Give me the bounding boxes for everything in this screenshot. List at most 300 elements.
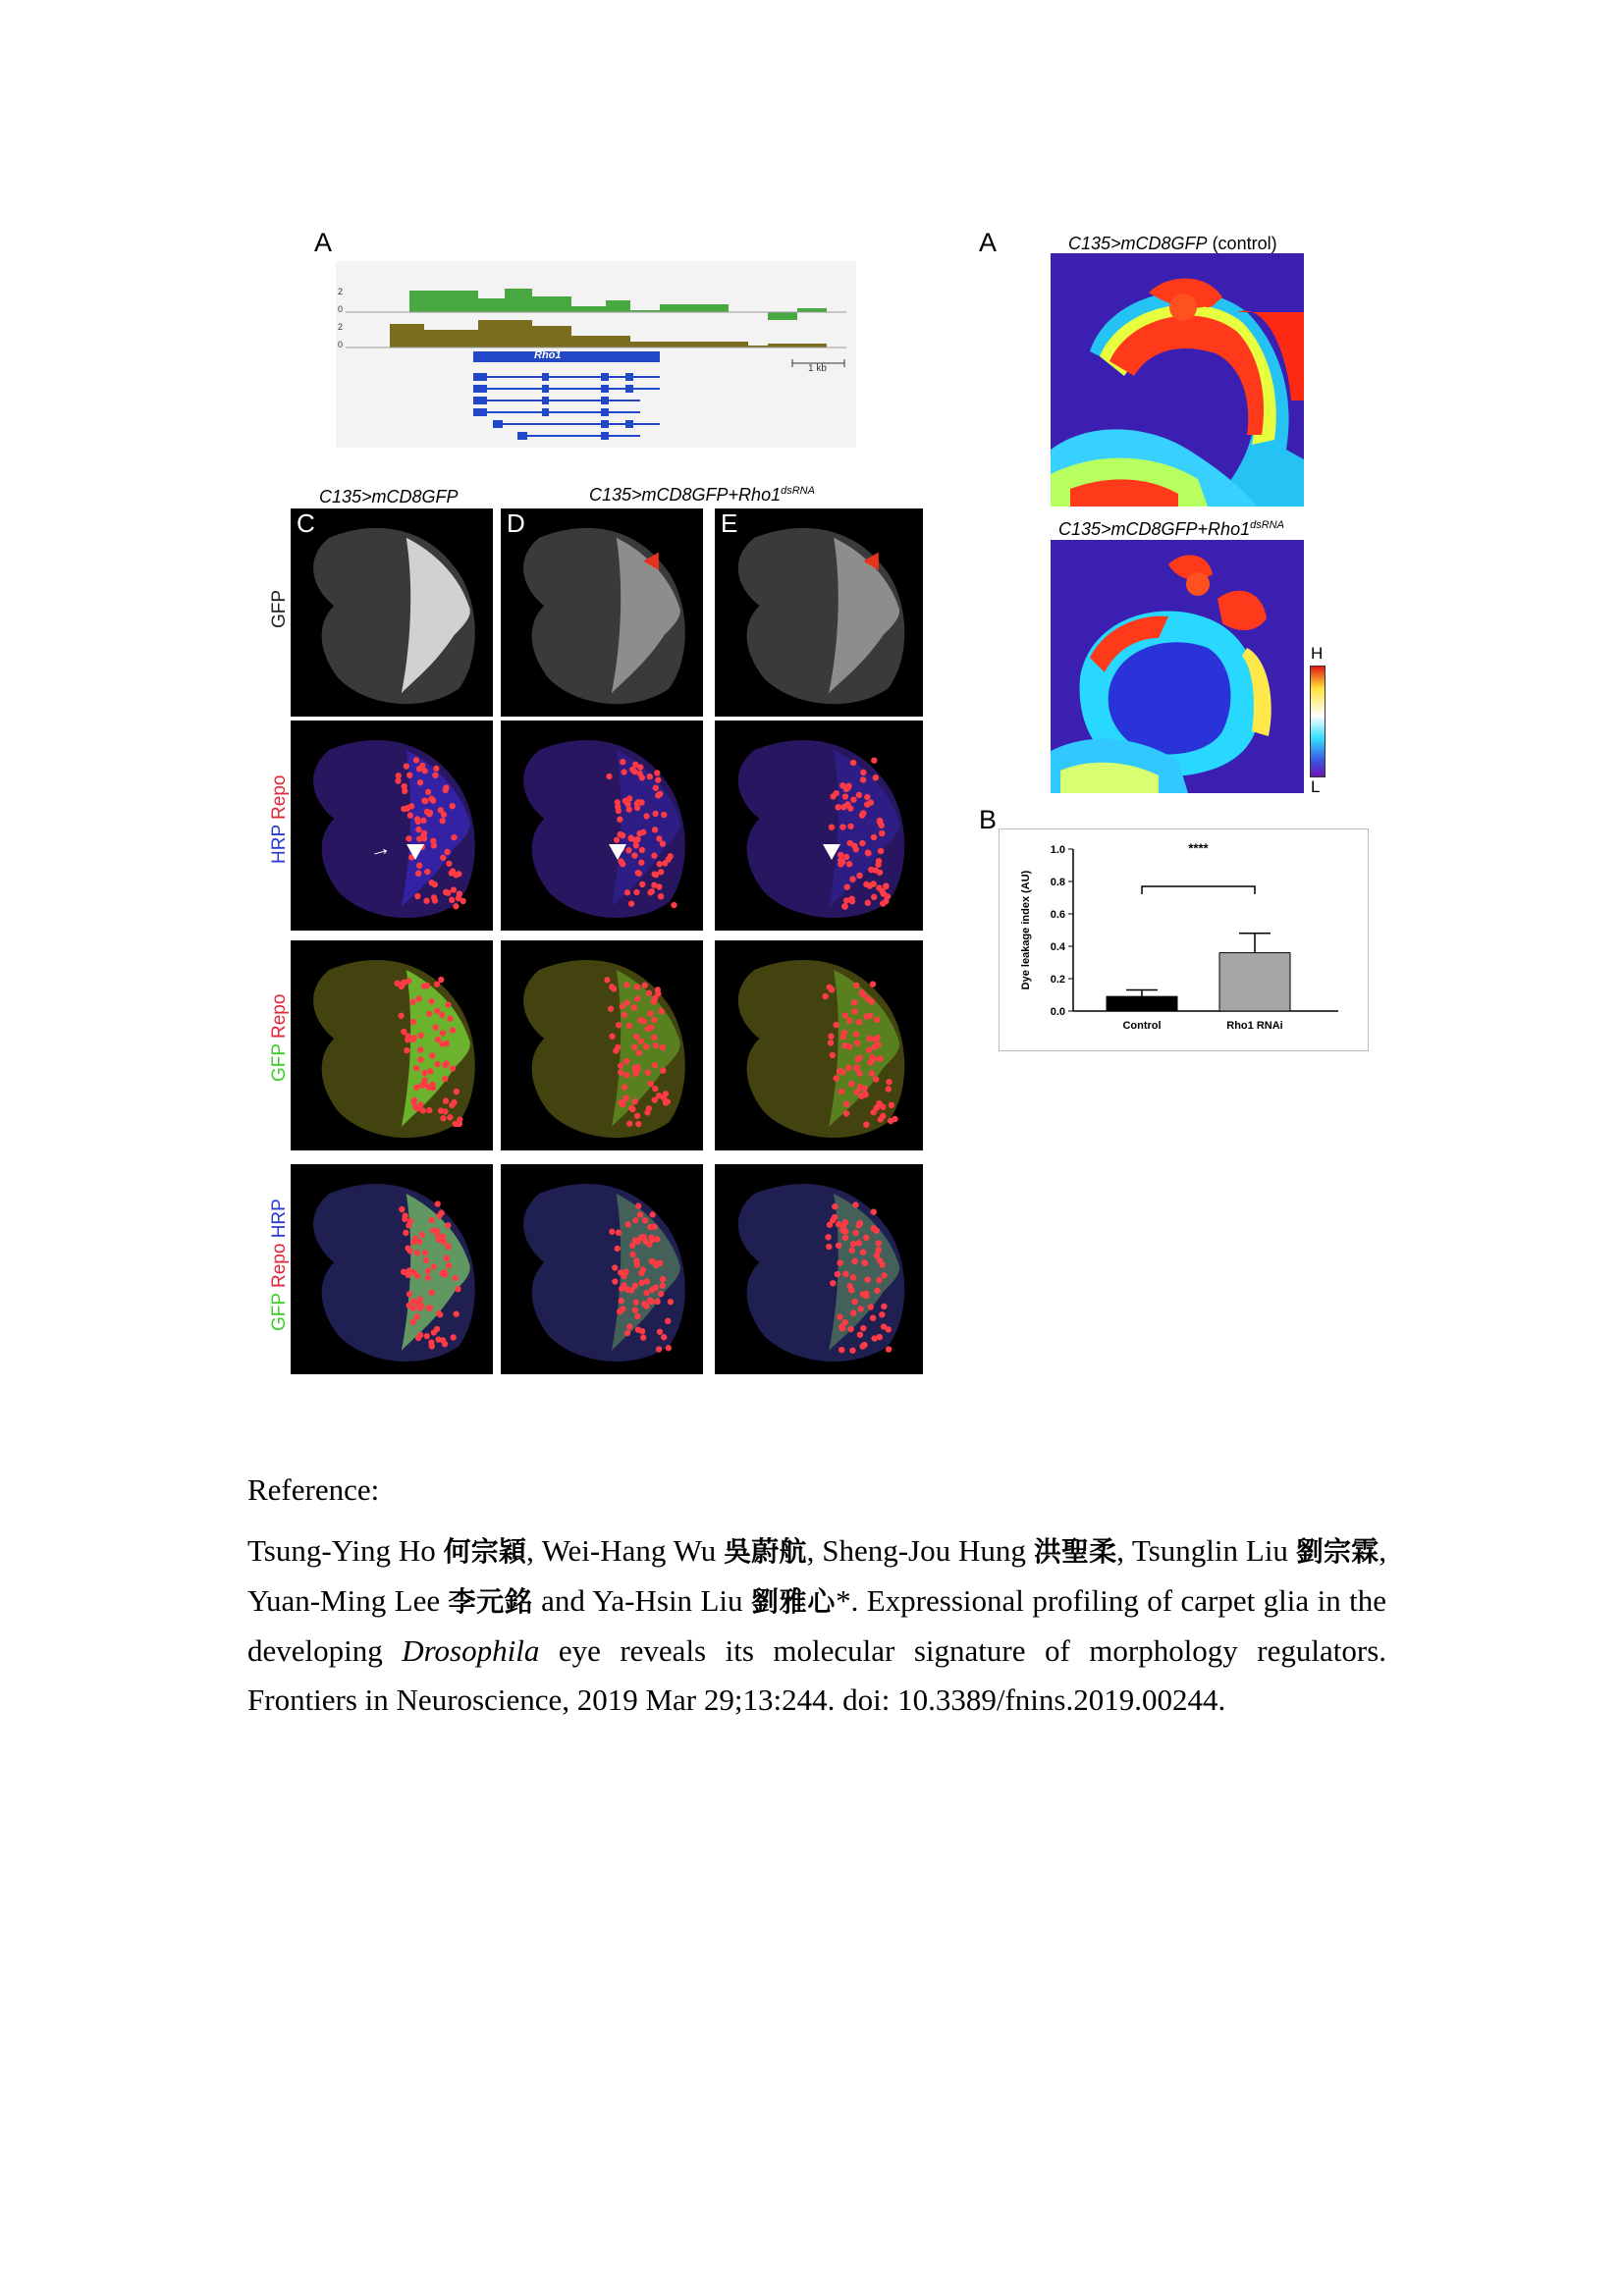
repo-nucleus [839, 1347, 844, 1353]
repo-nucleus [856, 792, 862, 798]
repo-nucleus [841, 1042, 847, 1048]
repo-nucleus [643, 1290, 649, 1296]
repo-nucleus [445, 1001, 451, 1007]
repo-nucleus [661, 1334, 667, 1340]
author-cjk-name: 李元銘 [448, 1585, 533, 1618]
repo-nucleus [835, 1271, 840, 1277]
repo-nucleus [624, 801, 630, 807]
repo-nucleus [429, 1290, 435, 1296]
repo-nucleus [414, 1250, 420, 1255]
white-arrowhead-icon [823, 844, 840, 860]
repo-nucleus [402, 783, 407, 789]
repo-nucleus [850, 1241, 856, 1247]
repo-nucleus [839, 1089, 844, 1095]
repo-nucleus [622, 1268, 628, 1274]
repo-nucleus [660, 840, 666, 846]
repo-nucleus [642, 1217, 648, 1223]
repo-nucleus [429, 1082, 435, 1088]
repo-nucleus [410, 1305, 416, 1310]
row-label-part: HRP [269, 825, 290, 864]
repo-nucleus [606, 774, 612, 779]
heat-color-scale [1310, 666, 1325, 777]
repo-nucleus [623, 1058, 629, 1064]
repo-nucleus [435, 1201, 441, 1206]
author-name: Yuan-Ming Lee [247, 1583, 449, 1618]
repo-nucleus [864, 794, 870, 800]
category-label-1: Rho1 RNAi [1226, 1020, 1283, 1032]
genome-browser-panel [336, 261, 856, 448]
repo-nucleus [457, 890, 462, 896]
repo-nucleus [430, 838, 436, 844]
repo-nucleus [668, 1299, 674, 1305]
repo-nucleus [636, 830, 642, 836]
repo-nucleus [652, 1096, 658, 1102]
repo-nucleus [451, 834, 457, 840]
repo-nucleus [829, 824, 835, 829]
repo-nucleus [452, 1275, 458, 1281]
repo-nucleus [828, 1040, 834, 1045]
row-label-part: HRP [269, 1199, 290, 1244]
heatmap-control-caption: C135>mCD8GFP (control) [1068, 234, 1277, 253]
repo-nucleus [632, 837, 638, 843]
repo-nucleus [415, 819, 421, 825]
repo-nucleus [649, 1237, 655, 1243]
repo-nucleus [618, 1298, 623, 1304]
panel-b-letter: B [979, 805, 998, 834]
repo-nucleus [853, 846, 859, 852]
repo-nucleus [438, 977, 444, 983]
row-label-part: Repo [269, 774, 290, 826]
repo-nucleus [650, 1211, 656, 1217]
repo-nucleus [847, 805, 853, 811]
repo-nucleus [398, 1012, 404, 1018]
repo-nucleus [833, 1075, 839, 1081]
micrograph-r1-c3 [715, 508, 923, 717]
repo-nucleus [655, 990, 661, 996]
repo-nucleus [830, 1280, 836, 1286]
repo-nucleus [615, 1246, 621, 1252]
repo-nucleus [433, 766, 439, 772]
repo-nucleus [876, 1277, 882, 1283]
repo-nucleus [410, 1019, 416, 1025]
repo-nucleus [870, 1109, 876, 1115]
repo-nucleus [861, 1259, 867, 1265]
repo-nucleus [413, 1085, 419, 1091]
repo-nucleus [410, 1239, 416, 1245]
repo-nucleus [620, 1003, 625, 1009]
repo-nucleus [444, 1041, 450, 1046]
repo-nucleus [830, 793, 836, 799]
repo-nucleus [434, 1061, 440, 1067]
repo-nucleus [839, 1323, 844, 1329]
repo-nucleus [655, 1299, 661, 1305]
repo-nucleus [635, 1121, 641, 1127]
repo-nucleus [839, 824, 845, 829]
citation-text: , [1379, 1533, 1387, 1568]
repo-nucleus [636, 1050, 642, 1056]
repo-nucleus [429, 1217, 435, 1223]
repo-nucleus [651, 882, 657, 888]
reference-citation [247, 1526, 1386, 1725]
repo-nucleus [832, 1214, 838, 1220]
repo-nucleus [620, 759, 625, 765]
repo-nucleus [633, 1257, 639, 1263]
repo-nucleus [642, 983, 648, 988]
repo-nucleus [859, 840, 865, 846]
repo-nucleus [853, 1031, 859, 1037]
repo-nucleus [632, 1307, 638, 1312]
repo-nucleus [440, 855, 446, 861]
repo-nucleus [836, 1243, 841, 1249]
author-name: Wei-Hang Wu [541, 1533, 725, 1568]
species-name: Drosophila [402, 1633, 540, 1668]
citation-text: , [526, 1533, 542, 1568]
row-label-part: GFP [269, 1293, 290, 1331]
repo-nucleus [828, 1034, 834, 1040]
micrograph-r2-c1 [291, 721, 493, 931]
repo-nucleus [863, 1235, 869, 1241]
repo-nucleus [873, 774, 879, 780]
repo-nucleus [609, 1034, 615, 1040]
repo-nucleus [855, 1056, 861, 1062]
repo-nucleus [639, 881, 645, 887]
author-cjk-name: 何宗穎 [443, 1535, 527, 1568]
repo-nucleus [417, 1056, 423, 1062]
repo-nucleus [420, 818, 426, 824]
repo-nucleus [845, 1065, 851, 1071]
repo-nucleus [653, 1262, 659, 1268]
repo-nucleus [406, 1291, 412, 1297]
repo-nucleus [656, 861, 662, 867]
repo-nucleus [851, 1299, 857, 1305]
repo-nucleus [440, 1234, 446, 1240]
repo-nucleus [644, 1278, 650, 1284]
micrograph-r2-c3 [715, 721, 923, 931]
micrograph-r1-c1 [291, 508, 493, 717]
repo-nucleus [633, 842, 639, 848]
repo-nucleus [451, 1334, 457, 1340]
repo-nucleus [631, 852, 637, 858]
repo-nucleus [416, 863, 422, 869]
reference-heading: Reference: [247, 1472, 380, 1507]
repo-nucleus [449, 897, 455, 903]
repo-nucleus [665, 1318, 671, 1324]
white-arrow-icon: → [366, 833, 394, 864]
row-label-gfp-repo-hrp [269, 1199, 291, 1331]
repo-nucleus [653, 785, 659, 791]
repo-nucleus [425, 789, 431, 795]
repo-nucleus [886, 1346, 892, 1352]
repo-nucleus [417, 1332, 423, 1338]
repo-nucleus [457, 1116, 462, 1122]
repo-nucleus [651, 1035, 657, 1041]
micrograph-r4-c3 [715, 1164, 923, 1374]
y-axis-label: Dye leakage index (AU) [1020, 870, 1032, 990]
repo-nucleus [643, 813, 649, 819]
repo-nucleus [655, 776, 661, 782]
repo-nucleus [421, 1077, 427, 1083]
repo-nucleus [608, 1006, 614, 1012]
repo-nucleus [847, 824, 853, 829]
repo-nucleus [848, 1248, 854, 1254]
repo-nucleus [892, 1116, 897, 1122]
repo-nucleus [871, 1208, 877, 1214]
y-tick-label: 0.8 [1050, 877, 1065, 888]
repo-nucleus [881, 1304, 887, 1309]
repo-nucleus [435, 1037, 441, 1042]
repo-nucleus [406, 773, 412, 778]
repo-nucleus [857, 1306, 863, 1311]
repo-nucleus [444, 849, 450, 855]
row-label-part: Repo [269, 1243, 290, 1294]
repo-nucleus [845, 783, 851, 789]
repo-nucleus [615, 1044, 621, 1050]
repo-nucleus [666, 1345, 672, 1351]
repo-nucleus [405, 805, 410, 811]
repo-nucleus [440, 1115, 446, 1121]
repo-nucleus [848, 1081, 854, 1087]
repo-nucleus [881, 1272, 887, 1278]
repo-nucleus [404, 1047, 409, 1053]
repo-nucleus [421, 835, 427, 841]
repo-nucleus [421, 1070, 427, 1076]
repo-nucleus [860, 1249, 866, 1255]
repo-nucleus [865, 849, 871, 855]
repo-nucleus [612, 1278, 618, 1284]
author-cjk-name: 吳蔚航 [724, 1535, 807, 1568]
repo-nucleus [422, 1250, 428, 1255]
repo-nucleus [871, 1055, 877, 1061]
repo-nucleus [413, 1065, 419, 1071]
author-name: Ya-Hsin Liu [592, 1583, 751, 1618]
repo-nucleus [648, 1258, 654, 1264]
repo-nucleus [616, 1230, 622, 1236]
repo-nucleus [869, 1071, 875, 1077]
heatmap-rnai-caption: $C135>mCD8GFP+Rho1^{dsRNA}$ [1058, 519, 1284, 539]
repo-nucleus [423, 1257, 429, 1263]
repo-nucleus [427, 1068, 433, 1074]
repo-nucleus [652, 1086, 658, 1092]
repo-nucleus [853, 1065, 859, 1071]
track1-tick-bottom: 0 [338, 304, 344, 314]
repo-nucleus [852, 1230, 858, 1236]
scale-bar-label: 1 kb [808, 363, 827, 374]
repo-nucleus [446, 1262, 452, 1268]
repo-nucleus [638, 1280, 644, 1286]
repo-nucleus [414, 893, 420, 899]
repo-nucleus [634, 995, 640, 1001]
repo-nucleus [864, 801, 870, 807]
y-tick-label: 0.6 [1050, 909, 1065, 921]
repo-nucleus [859, 812, 865, 818]
repo-nucleus [663, 1091, 669, 1096]
y-tick-label: 0.0 [1050, 1006, 1065, 1018]
repo-nucleus [850, 796, 856, 802]
white-arrowhead-icon [609, 844, 626, 860]
repo-nucleus [863, 1121, 869, 1127]
repo-nucleus [839, 1227, 845, 1233]
repo-nucleus [406, 978, 411, 984]
repo-nucleus [851, 999, 857, 1005]
repo-nucleus [417, 779, 423, 785]
repo-nucleus [856, 873, 862, 879]
repo-nucleus [629, 1252, 635, 1257]
repo-nucleus [880, 900, 886, 906]
repo-nucleus [621, 769, 626, 774]
repo-nucleus [647, 1010, 653, 1016]
repo-nucleus [653, 1042, 659, 1048]
repo-nucleus [415, 995, 421, 1001]
repo-nucleus [864, 1276, 870, 1282]
author-cjk-name: 洪聖柔 [1033, 1535, 1117, 1568]
bar-1 [1219, 953, 1290, 1011]
repo-nucleus [871, 758, 877, 764]
repo-nucleus [417, 1101, 423, 1107]
repo-nucleus [440, 818, 446, 824]
repo-nucleus [822, 993, 828, 999]
repo-nucleus [631, 769, 637, 774]
panel-a-right-letter: A [979, 228, 998, 257]
repo-nucleus [653, 872, 659, 878]
repo-nucleus [440, 1030, 446, 1036]
repo-nucleus [625, 847, 631, 853]
repo-nucleus [852, 1201, 858, 1207]
repo-nucleus [847, 1326, 853, 1332]
repo-nucleus [618, 831, 623, 837]
repo-nucleus [641, 1301, 647, 1307]
repo-nucleus [439, 1012, 445, 1018]
repo-nucleus [416, 766, 422, 772]
repo-nucleus [631, 1004, 637, 1010]
repo-nucleus [443, 787, 449, 793]
repo-nucleus [617, 817, 622, 823]
repo-nucleus [849, 1348, 855, 1354]
repo-nucleus [638, 1017, 644, 1023]
repo-nucleus [623, 999, 629, 1005]
repo-nucleus [623, 982, 629, 988]
repo-nucleus [626, 1323, 632, 1329]
cde-caption-right: $C135>mCD8GFP+Rho1^{dsRNA}$ [589, 485, 815, 505]
author-name: Tsung-Ying Ho [247, 1533, 444, 1568]
repo-nucleus [638, 860, 644, 866]
repo-nucleus [854, 1040, 860, 1045]
repo-nucleus [450, 1027, 456, 1033]
repo-nucleus [407, 1218, 413, 1224]
repo-nucleus [634, 1313, 640, 1319]
heat-scale-high: H [1311, 644, 1324, 663]
cde-caption-left: C135>mCD8GFP [319, 487, 459, 507]
repo-nucleus [651, 1017, 657, 1023]
repo-nucleus [634, 800, 640, 806]
repo-nucleus [616, 808, 622, 814]
repo-nucleus [424, 869, 430, 875]
repo-nucleus [879, 1261, 885, 1267]
repo-nucleus [860, 1291, 866, 1297]
citation-text: * [836, 1583, 851, 1618]
repo-nucleus [632, 1283, 638, 1289]
repo-nucleus [880, 1103, 886, 1109]
repo-nucleus [426, 1107, 432, 1113]
repo-nucleus [856, 1240, 862, 1246]
repo-nucleus [404, 763, 409, 769]
repo-nucleus [660, 1044, 666, 1050]
repo-nucleus [659, 1008, 665, 1014]
repo-nucleus [426, 1011, 432, 1017]
repo-nucleus [411, 1269, 417, 1275]
repo-nucleus [640, 1334, 646, 1340]
repo-nucleus [875, 1247, 881, 1253]
repo-nucleus [609, 1229, 615, 1235]
repo-nucleus [632, 1098, 638, 1104]
repo-nucleus [445, 1222, 451, 1228]
repo-nucleus [409, 1319, 415, 1325]
repo-nucleus [626, 806, 632, 812]
row-label-part: Repo [269, 993, 290, 1044]
repo-nucleus [429, 1343, 435, 1349]
repo-nucleus [860, 770, 866, 775]
repo-nucleus [422, 768, 428, 774]
repo-nucleus [886, 1326, 892, 1332]
repo-nucleus [839, 782, 845, 788]
repo-nucleus [826, 1244, 832, 1250]
repo-nucleus [631, 1043, 637, 1049]
repo-nucleus [442, 1341, 448, 1347]
repo-nucleus [453, 903, 459, 909]
repo-nucleus [635, 870, 641, 876]
repo-nucleus [862, 1092, 868, 1097]
repo-nucleus [830, 1052, 836, 1058]
repo-nucleus [424, 1333, 430, 1339]
citation-text: and [532, 1583, 593, 1618]
track1-tick-top: 2 [338, 287, 344, 296]
repo-nucleus [415, 827, 421, 832]
repo-nucleus [851, 1258, 857, 1264]
repo-nucleus [853, 1089, 859, 1095]
repo-nucleus [624, 1287, 630, 1293]
repo-nucleus [886, 1079, 892, 1085]
repo-nucleus [860, 991, 866, 997]
repo-nucleus [652, 827, 658, 832]
repo-nucleus [614, 836, 620, 842]
repo-nucleus [658, 893, 664, 899]
repo-nucleus [637, 1211, 643, 1217]
repo-nucleus [648, 1024, 654, 1030]
repo-nucleus [420, 1107, 426, 1113]
repo-nucleus [407, 812, 413, 818]
repo-nucleus [873, 1227, 879, 1233]
row-label-part: GFP [269, 1043, 290, 1082]
repo-nucleus [647, 889, 653, 895]
micrograph-r3-c3 [715, 940, 923, 1150]
repo-nucleus [652, 1062, 658, 1068]
repo-nucleus [861, 1086, 867, 1092]
repo-nucleus [856, 1019, 862, 1025]
repo-nucleus [417, 1032, 423, 1038]
repo-nucleus [403, 1230, 408, 1236]
repo-nucleus [873, 1076, 879, 1082]
repo-nucleus [619, 1286, 624, 1292]
repo-nucleus [447, 1016, 453, 1022]
repo-nucleus [619, 1099, 624, 1105]
repo-nucleus [860, 776, 866, 782]
repo-nucleus [634, 1066, 640, 1072]
repo-nucleus [843, 854, 849, 860]
repo-nucleus [859, 1343, 865, 1349]
repo-nucleus [842, 1271, 848, 1277]
repo-nucleus [855, 1222, 861, 1228]
repo-nucleus [640, 1266, 646, 1272]
repo-nucleus [842, 793, 848, 799]
